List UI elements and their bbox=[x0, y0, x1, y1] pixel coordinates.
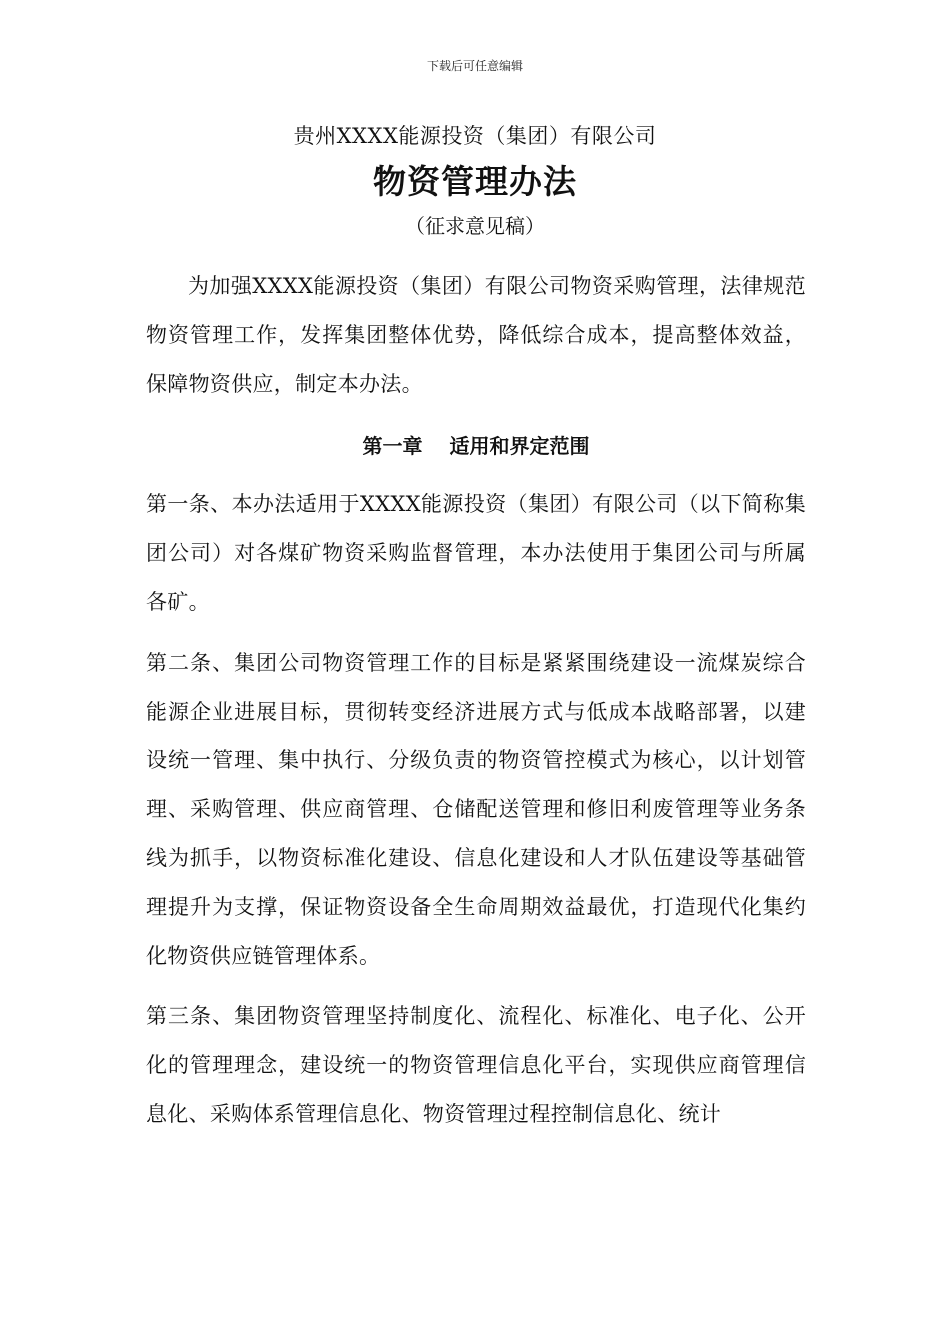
header-note: 下载后可任意编辑 bbox=[426, 59, 523, 73]
article-1: 第一条、本办法适用于XXXX能源投资（集团）有限公司（以下简称集团公司）对各煤矿物资采购监督管理，本办法使用于集团公司与所属各矿。 bbox=[146, 492, 806, 614]
intro-paragraph: 为加强XXXX能源投资（集团）有限公司物资采购管理，法律规范物资管理工作，发挥集团整体优势，降低综合成本，提高整体效益，保障物资供应，制定本办法。 bbox=[146, 274, 806, 396]
article-3: 第三条、集团物资管理坚持制度化、流程化、标准化、电子化、公开化的管理理念，建设统一的物资管理信息化平台，实现供应商管理信息化、采购体系管理信息化、物资管理过程控制信息化、统计 bbox=[146, 1004, 806, 1126]
article-2: 第二条、集团公司物资管理工作的目标是紧紧围绕建设一流煤炭综合能源企业进展目标，贯彻转变经济进展方式与低成本战略部署，以建设统一管理、集中执行、分级负责的物资管控模式为核心，以计划管理、采购管理、供应商管理、仓储配送管理和修旧利废管理等业务条线为抓手，以物资标准化建设、信息化建设和人才队伍建设等基础管理提升为支撑，保证物资设备全生命周期效益最优，打造现代化集约化物资供应链管理体系。 bbox=[146, 650, 806, 968]
document-body bbox=[146, 262, 806, 1151]
document-title: 物资管理办法 bbox=[373, 162, 577, 201]
document-subtitle: （征求意见稿） bbox=[405, 214, 545, 238]
chapter-heading: 第一章 适用和界定范围 bbox=[362, 434, 590, 459]
company-name: 贵州XXXX能源投资（集团）有限公司 bbox=[293, 124, 657, 148]
